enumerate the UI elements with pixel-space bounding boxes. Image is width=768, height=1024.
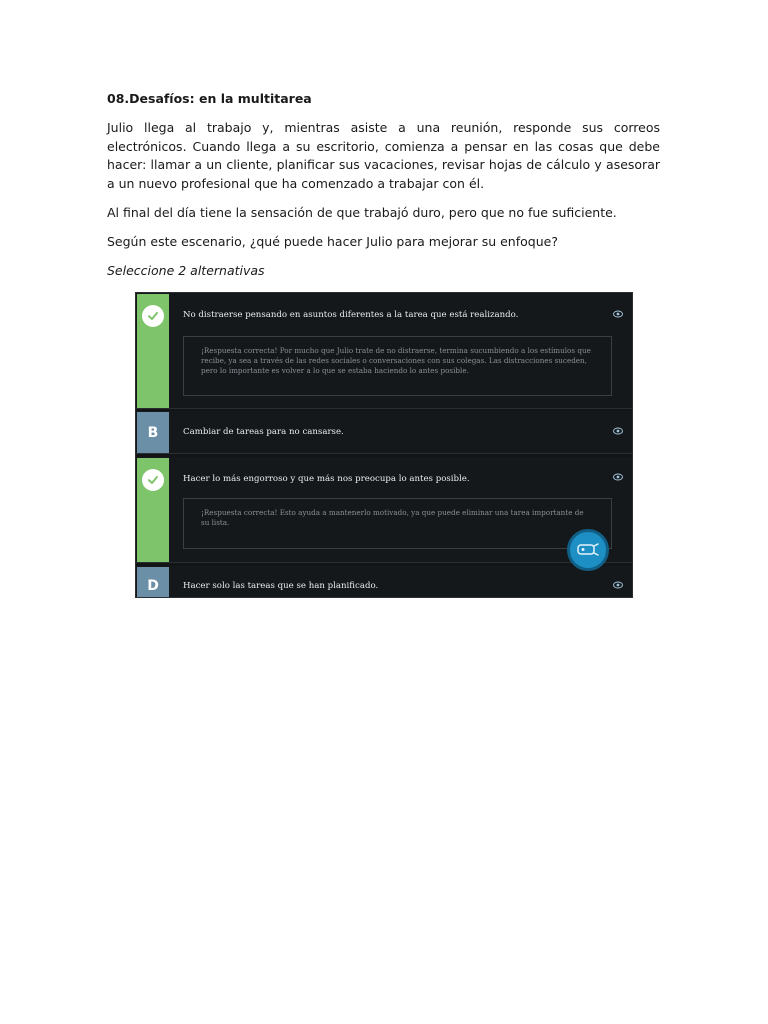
eye-icon[interactable]	[613, 427, 623, 435]
option-text: Cambiar de tareas para no cansarse.	[183, 427, 344, 437]
instruction-text: Seleccione 2 alternativas	[107, 262, 265, 278]
document-body	[107, 90, 660, 291]
section-heading: 08.Desafíos: en la multitarea	[107, 91, 312, 106]
chat-bubble-icon	[577, 543, 599, 557]
option-letter-marker	[137, 567, 169, 598]
outcome-paragraph: Al final del día tiene la sensación de que trabajó duro, pero que no fue suficiente.	[107, 204, 617, 220]
correct-marker	[137, 458, 169, 562]
feedback-box: ¡Respuesta correcta! Esto ayuda a mantenerlo motivado, ya que puede eliminar una tarea importante de su lista.	[183, 498, 612, 549]
option-text: No distraerse pensando en asuntos diferentes a la tarea que está realizando.	[183, 310, 519, 320]
quiz-option-a[interactable]	[136, 293, 633, 409]
correct-marker	[137, 294, 169, 408]
eye-icon[interactable]	[613, 310, 623, 318]
question-paragraph: Según este escenario, ¿qué puede hacer Julio para mejorar su enfoque?	[107, 233, 558, 249]
eye-icon[interactable]	[613, 473, 623, 481]
chat-assistant-button[interactable]	[567, 529, 609, 571]
quiz-screenshot	[135, 292, 633, 598]
quiz-option-c[interactable]	[136, 457, 633, 563]
option-text: Hacer solo las tareas que se han planificado.	[183, 581, 379, 591]
option-letter: D	[147, 578, 159, 594]
option-letter: B	[147, 424, 159, 441]
eye-icon[interactable]	[613, 581, 623, 589]
quiz-option-b[interactable]	[136, 411, 633, 454]
feedback-box: ¡Respuesta correcta! Por mucho que Julio trate de no distraerse, termina sucumbiendo a los estímulos que recibe, ya sea a través de las redes sociales o conversaciones con sus colegas. Las distracciones suceden, pero lo importante es volver a lo que se estaba haciendo lo antes posible.	[183, 336, 612, 396]
check-icon	[142, 305, 164, 327]
scenario-paragraph: Julio llega al trabajo y, mientras asiste a una reunión, responde sus correos electrónicos. Cuando llega a su escritorio, comienza a pensar en las cosas que debe hacer: llamar a un cliente, planificar sus vacaciones, revisar hojas de cálculo y asesorar a un nuevo profesional que ha comenzado a trabajar con él.	[107, 120, 660, 191]
check-icon	[142, 469, 164, 491]
quiz-option-d[interactable]	[136, 566, 633, 598]
option-letter-marker	[137, 412, 169, 453]
option-text: Hacer lo más engorroso y que más nos preocupa lo antes posible.	[183, 474, 470, 484]
